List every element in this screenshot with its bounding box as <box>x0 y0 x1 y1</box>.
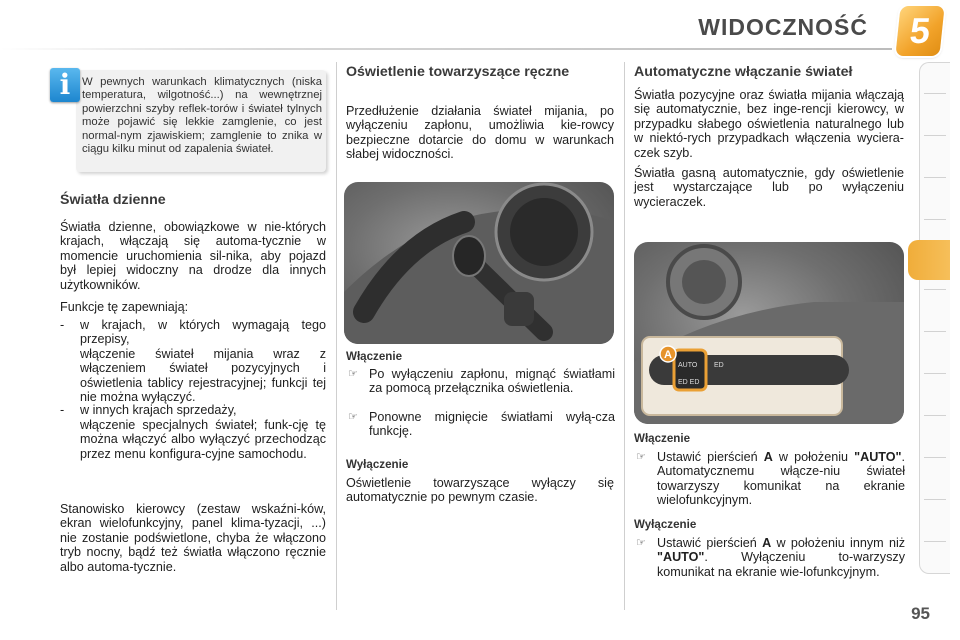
column-switch <box>504 292 534 326</box>
follow-me-intro: Przedłużenie działania świateł mijania, po wyłączeniu zapłonu, umożliwia kie-rowcy bezpieczne dotarcie do domu w warunkach słabej widoczności. <box>346 104 614 162</box>
tab-divider <box>924 373 946 374</box>
daytime-lights-intro: Światła dzienne, obowiązkowe w nie-których krajach, włączają się automa-tycznie w momencie uruchomienia sil-nika, aby pojazd był lepiej widoczny na drodze dla innych użytkowników. <box>60 220 326 292</box>
tab-divider <box>924 93 946 94</box>
column-separator <box>624 62 625 610</box>
list-item <box>60 318 326 347</box>
list-item-label: w innych krajach sprzedaży, <box>80 403 237 417</box>
column-separator <box>336 62 337 610</box>
auto-position: "AUTO" <box>657 550 705 565</box>
bullet-text-pre: Ustawić pierścień <box>657 450 758 464</box>
tab-divider <box>924 541 946 542</box>
subheading-off: Wyłączenie <box>634 518 697 531</box>
tab-divider <box>924 457 946 458</box>
ring-label-position: ED ED <box>678 379 700 386</box>
follow-me-off-text: Oświetlenie towarzyszące wyłączy się automatycznie po pewnym czasie. <box>346 476 614 505</box>
list-item-detail: włączenie świateł mijania wraz z włączeniem świateł pozycyjnych i oświetlenia tablicy rejestracyjnej; funkcji tej nie można wyłączyć. <box>80 347 326 405</box>
tab-divider <box>924 135 946 136</box>
bullet-text-mid: w położeniu <box>778 450 849 464</box>
pointing-hand-icon: ☞ <box>636 537 646 549</box>
auto-position: "AUTO" <box>854 450 902 464</box>
functions-intro: Funkcje tę zapewniają: <box>60 300 189 314</box>
air-vent-center <box>682 260 726 304</box>
tab-divider <box>924 499 946 500</box>
bullet-text-mid: w położeniu innym niż <box>776 536 906 550</box>
ring-label-auto: AUTO <box>678 362 698 369</box>
bullet-item <box>346 367 615 396</box>
bullet-text-pre: Ustawić pierścień <box>657 536 757 550</box>
list-item <box>60 403 326 417</box>
pointing-hand-icon: ☞ <box>348 368 358 380</box>
bullet-text: Ponowne mignięcie światłami wyłą-cza funkcję. <box>369 410 615 439</box>
instrument-gauge-face <box>510 198 578 266</box>
page-number: 95 <box>911 604 930 623</box>
driver-station-note: Stanowisko kierowcy (zestaw wskaźni-ków, ekran wielofunkcyjny, panel klima-tyzacji, ...) nie zostanie podświetlone, chyba że włączono tryb nocny, bądź też światła włączono ręcznie albo automa-tycznie. <box>60 502 326 574</box>
pointing-hand-icon: ☞ <box>348 411 358 423</box>
ring-letter: A <box>762 536 772 550</box>
list-item-detail: włączenie specjalnych świateł; funk-cję tę można włączyć albo wyłączyć przechodząc przez menu konfigura-cyjne samochodu. <box>80 418 326 461</box>
section-title-follow-me-lighting: Oświetlenie towarzyszące ręczne <box>346 64 570 80</box>
tab-divider <box>924 219 946 220</box>
chapter-tab-strip <box>919 62 950 574</box>
subheading-on: Włączenie <box>634 432 691 445</box>
auto-lights-ring-photo <box>634 242 904 424</box>
light-stalk-illustration <box>344 182 614 344</box>
chapter-number-badge: 5 <box>895 6 944 56</box>
stalk-tip <box>453 236 485 276</box>
tab-divider <box>924 177 946 178</box>
info-text: W pewnych warunkach klimatycznych (niska temperatura, wilgotność...) na wewnętrznej powierzchni szyby reflek-torów i świateł tylnych może pojawić się lekkie zamglenie, co jest normal-nym zjawiskiem; zamglenie to znika w ciągu kilku minut od zapalenia świateł. <box>82 76 322 156</box>
header-divider <box>0 48 892 50</box>
ring-illustration <box>634 242 904 424</box>
list-dash: - <box>60 318 65 332</box>
subheading-on: Włączenie <box>346 350 403 363</box>
bullet-text-post: . Automatycznemu włącze-niu świateł towarzyszy komunikat na ekranie wielofunkcyjnym. <box>657 450 906 508</box>
tab-divider <box>924 331 946 332</box>
list-dash: - <box>60 403 65 417</box>
active-chapter-tab <box>908 240 950 280</box>
callout-letter: A <box>664 349 672 361</box>
bullet-text: Po wyłączeniu zapłonu, mignąć światłami za pomocą przełącznika oświetlenia. <box>369 367 615 396</box>
bullet-text-post: . Wyłączeniu to-warzyszy komunikat na ekranie wie-lofunkcyjnym. <box>657 550 905 579</box>
tab-divider <box>924 415 946 416</box>
bullet-item <box>346 410 615 439</box>
subheading-off: Wyłączenie <box>346 458 409 471</box>
ring-label-beam: ED <box>714 362 724 369</box>
list-item-label: w krajach, w których wymagają tego przepisy, <box>80 318 326 347</box>
chapter-title: WIDOCZNOŚĆ <box>698 14 868 40</box>
bullet-item <box>634 536 905 579</box>
section-title-auto-lights: Automatyczne włączanie świateł <box>634 64 853 80</box>
section-title-daytime-lights: Światła dzienne <box>60 192 166 208</box>
auto-lights-intro: Światła pozycyjne oraz światła mijania włączają się automatycznie, bez inge-rencji kierowcy, w przypadku słabego oświetlenia naturalnego lub w niektó-rych przypadkach włączenia wyciera-czek szyb. <box>634 88 904 160</box>
tab-divider <box>924 289 946 290</box>
bullet-item <box>634 450 905 508</box>
light-stalk-photo <box>344 182 614 344</box>
auto-lights-off-info: Światła gasną automatycznie, gdy oświetlenie jest wystarczające lub po wyłączeniu wycieraczek. <box>634 166 904 209</box>
pointing-hand-icon: ☞ <box>636 451 646 463</box>
info-icon: i <box>50 68 80 102</box>
ring-letter: A <box>763 450 773 464</box>
